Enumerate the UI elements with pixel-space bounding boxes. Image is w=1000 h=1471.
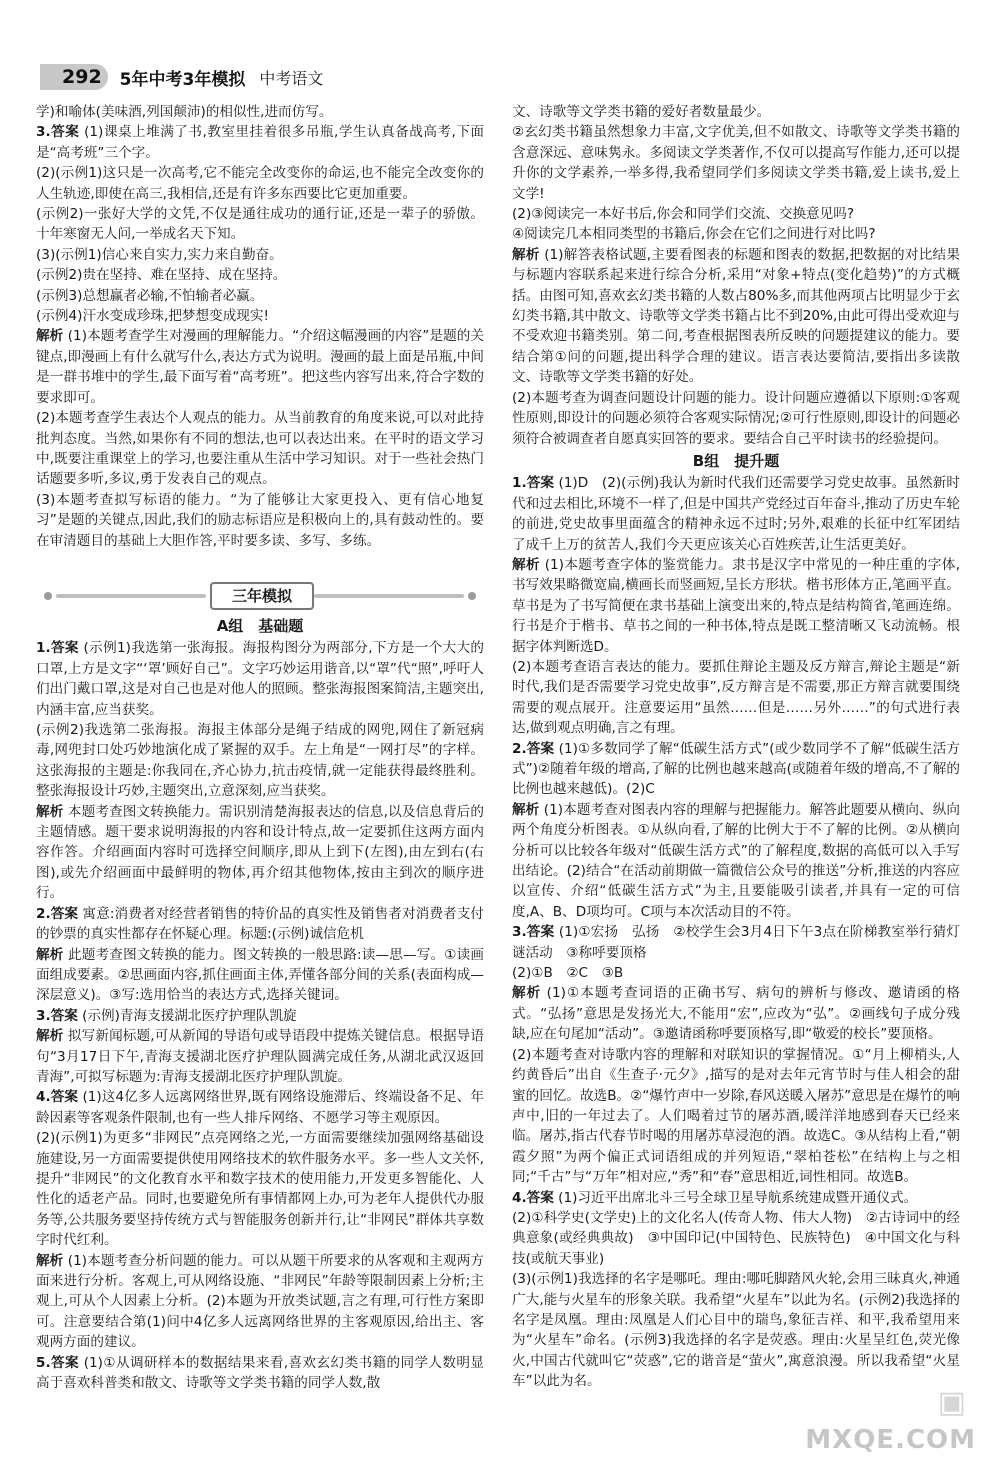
- answer-paragraph: [512, 1045, 960, 1188]
- subject-label: 中考语文: [259, 68, 324, 88]
- page-number: 292: [40, 64, 108, 90]
- answer-label: 解析: [36, 1028, 64, 1045]
- paragraph-text: (3)(示例1)信心来自实力,实力来自勤奋。: [36, 246, 283, 263]
- answer-paragraph: [512, 1269, 960, 1391]
- answer-paragraph: [36, 1006, 484, 1026]
- question-number: 4.: [36, 1089, 51, 1106]
- question-number: 3.: [512, 924, 527, 941]
- question-number: 5.: [36, 1354, 51, 1371]
- question-number: 1.: [36, 640, 51, 657]
- paragraph-text: (示例2)一张好大学的文凭,不仅是通往成功的通行证,还是一辈子的骄傲。十年寒窗无人问,一举成名天下知。: [36, 206, 484, 243]
- paragraph-text: ②玄幻类书籍虽然想象力丰富,文字优美,但不如散文、诗歌等文学类书籍的含意深远、意味隽永。多阅读文学类著作,不仅可以提高写作能力,还可以提升你的文学素养,一举多得,我希望同学们多阅读文学类书籍,爱上读书,爱上文学!: [512, 124, 960, 202]
- answer-paragraph: [36, 1251, 484, 1353]
- paragraph-text: (示例)青海支援湖北医疗护理队凯旋: [82, 1007, 297, 1024]
- page-header: [40, 62, 323, 92]
- paragraph-text: (2)①B ②C ③B: [512, 965, 624, 982]
- question-number: 2.: [512, 740, 527, 757]
- answer-paragraph: [36, 122, 484, 163]
- left-column-top: [36, 102, 484, 551]
- paragraph-text: (示例2)我选第二张海报。海报主体部分是绳子结成的网兜,网住了新冠病毒,网兜封口处巧妙地演化成了紧握的双手。左上角是“一网打尽”的字样。这张海报的主题是:你我同在,齐心协力,抗击疫情,就一定能获得最终胜利。整张海报设计巧妙,主题突出,立意深刻,应当获奖。: [36, 722, 484, 800]
- divider-line-left: [56, 594, 206, 598]
- answer-paragraph: [36, 306, 484, 326]
- paragraph-text: (示例3)总想赢者必输,不怕输者必赢。: [36, 287, 264, 304]
- answer-paragraph: [36, 286, 484, 306]
- section-divider: [36, 582, 484, 608]
- answer-label: 解析: [512, 246, 540, 263]
- answer-label: 答案: [526, 1189, 554, 1206]
- answer-paragraph: [36, 102, 484, 122]
- paragraph-text: (1)①宏扬 弘扬 ②校学生会3月4日下午3点在阶梯教室举行猜灯谜活动 ③称呼要顶格: [512, 924, 961, 961]
- answer-label: 解析: [36, 328, 64, 345]
- paragraph-text: (1)本题考查对图表内容的理解与把握能力。解答此题要从横向、纵向两个角度分析图表。①从纵向看,了解的比例大于不了解的比例。②从横向分析可以比较各年级对“低碳生活方式”的了解程度,数据的高低可以入手写出结论。(2)结合“在活动前期做一篇微信公众号的推送”分析,推送的内容应以宣传、介绍“低碳生活方式”为主,且要能吸引读者,并具有一定的可信度,A、B、D项均可。C项与本次活动目的不符。: [512, 801, 960, 920]
- answer-paragraph: [512, 1208, 960, 1269]
- answer-label: 解析: [36, 946, 64, 963]
- divider-dot-icon: [468, 592, 476, 600]
- paragraph-text: (2)本题考查语言表达的能力。要抓住辩论主题及反方辩言,辩论主题是“新时代,我们是否需要学习党史故事”,反方辩言是不需要,那正方辩言就要围绕需要的观点展开。注意要运用“虽然……但是……另外……”的句式进行表达,做到观点明确,言之有理。: [512, 658, 960, 737]
- paragraph-text: (示例4)汗水变成珍珠,把梦想变成现实!: [36, 308, 269, 325]
- answer-paragraph: [36, 490, 484, 551]
- answer-paragraph: [512, 963, 960, 983]
- paragraph-text: (1)①本题考查词语的正确书写、病句的辨析与修改、邀请函的格式。“弘扬”意思是发扬光大,不能用“宏”,应改为“弘”。②画线句子成分残缺,应在句尾加“活动”。③邀请函称呼要顶格写,即“敬爱的校长”要顶格。: [512, 985, 960, 1043]
- paragraph-text: (2)本题考查为调查问题设计问题的能力。设计问题应遵循以下原则:①客观性原则,即设计的问题必须符合客观实际情况;②可行性原则,即设计的问题必须符合被调查者自愿真实回答的要求。要结合自己平时读书的经验提问。: [512, 389, 960, 447]
- answer-paragraph: [36, 1353, 484, 1394]
- paragraph-text: (1)本题考查学生对漫画的理解能力。“介绍这幅漫画的内容”是题的关键点,即漫画上有什么就写什么,表达方式为说明。漫画的最上面是吊瓶,中间是一群书堆中的学生,最下面写着“高考班”。把这些内容写出来,符合字数的要求即可。: [36, 328, 485, 406]
- answer-paragraph: [36, 720, 484, 802]
- paragraph-text: (示例2)贵在坚持、难在坚持、成在坚持。: [36, 267, 287, 284]
- answer-paragraph: [36, 204, 484, 245]
- book-title: 5年中考3年模拟: [119, 69, 246, 90]
- paragraph-text: (1)①多数同学了解“低碳生活方式”(或少数同学不了解“低碳生活方式”)②随着年级的增高,了解的比例也越来越高(或随着年级的增高,不了解的比例也越来越低)。(2)C: [512, 740, 961, 798]
- answer-label: 答案: [526, 475, 555, 492]
- paragraph-text: 此题考查图文转换的能力。图文转换的一般思路:读—思—写。①读画面组成要素。②思画面内容,抓住画面主体,弄懂各部分间的关系(表面构成—深层意义)。③写:选用恰当的表达方式,选择关键词。: [36, 946, 485, 1004]
- paragraph-text: (1)D (2)(示例)我认为新时代我们还需要学习党史故事。虽然新时代和过去相比,环境不一样了,但是中国共产党经过百年奋斗,推动了历史车轮的前进,党史故事里面蕴含的精神永远不过时;另外,艰难的长征中红军团结了成千上万的贫苦人,我们今天更应该关心百姓疾苦,让生活更美好。: [512, 475, 960, 553]
- answer-paragraph: [36, 265, 484, 285]
- answer-paragraph: [512, 922, 960, 963]
- answer-paragraph: [512, 224, 960, 244]
- answer-label: 答案: [50, 1354, 79, 1371]
- question-number: 3.: [36, 1007, 51, 1024]
- paragraph-text: (1)这4亿多人远离网络世界,既有网络设施滞后、终端设备不足、年龄因素等客观条件限制,也有一些人排斥网络、不愿学习等主观原因。: [36, 1089, 485, 1126]
- paragraph-text: (1)解答表格试题,主要看图表的标题和图表的数据,把数据的对比结果与标题内容联系起来进行综合分析,采用“对象+特点(变化趋势)”的方式概括。由图可知,喜欢玄幻类书籍的人数占80%多,而其他两项占比明显少于玄幻类书籍,其中散文、诗歌等文学类书籍占比不到20%,由此可得出受欢迎与不受欢迎书籍类别。第二问,考查根据图表所反映的问题提建议的能力。要结合第①问的问题,提出科学合理的建议。语言表达要简洁,要指出多读散文、诗歌等文学类书籍的好处。: [512, 246, 960, 386]
- paragraph-text: (1)习近平出席北斗三号全球卫星导航系统建成暨开通仪式。: [558, 1189, 918, 1206]
- question-number: 3.: [36, 124, 51, 141]
- watermark: [776, 1385, 976, 1455]
- answer-label: 答案: [50, 1007, 78, 1024]
- answer-label: 答案: [526, 924, 555, 941]
- paragraph-text: 本题考查图文转换能力。需识别清楚海报表达的信息,以及信息背后的主题情感。题干要求说明海报的内容和设计特点,故一定要抓住这两方面内容作答。介绍画面内容时可选择空间顺序,即从上到下(左图),由左到右(右图),或先介绍画面中最鲜明的物体,再介绍其他物体,按由主到次的顺序进行。: [36, 803, 484, 902]
- question-number: 4.: [512, 1189, 527, 1206]
- answer-paragraph: [512, 800, 960, 922]
- answer-label: 答案: [50, 124, 80, 141]
- answer-paragraph: [36, 245, 484, 265]
- paragraph-text: 文、诗歌等文学类书籍的爱好者数量最少。: [512, 104, 771, 120]
- answer-label: 解析: [512, 985, 542, 1002]
- paragraph-text: (1)课桌上堆满了书,教室里挂着很多吊瓶,学生认真备战高考,下面是“高考班”三个字。: [36, 124, 485, 161]
- answer-paragraph: [512, 983, 960, 1044]
- right-column: [512, 102, 960, 1392]
- answer-paragraph: [512, 1188, 960, 1208]
- answer-paragraph: [36, 163, 484, 204]
- answer-paragraph: [36, 904, 484, 945]
- answer-label: 解析: [512, 556, 540, 573]
- paragraph-text: 学)和喻体(美味酒,列国颠沛)的相似性,进而仿写。: [36, 104, 333, 120]
- divider-line-right: [314, 594, 464, 598]
- question-number: 1.: [512, 475, 527, 492]
- answer-paragraph: [36, 1087, 484, 1128]
- answer-paragraph: [36, 638, 484, 720]
- answer-label: 答案: [50, 640, 79, 657]
- answer-paragraph: [36, 326, 484, 408]
- paragraph-text: (2)本题考查对诗歌内容的理解和对联知识的掌握情况。①“月上柳梢头,人约黄昏后”出自《生查子·元夕》,描写的是对去年元宵节时与佳人相会的甜蜜的回忆。故选B。②“爆竹声中一岁除,春风送暖入屠苏”意思是在爆竹的响声中,旧的一年过去了。人们喝着过节的屠苏酒,暖洋洋地感到春天已经来临。屠苏,指古代春节时喝的用屠苏草浸泡的酒。故选C。③从结构上看,“朝霞夕照”为两个偏正式词语组成的并列短语,“翠柏苍松”在结构上与之相同;“千古”与“万年”相对应,“秀”和“春”意思相近,词性相同。故选B。: [512, 1046, 960, 1186]
- paragraph-text: (示例1)我选第一张海报。海报构图分为两部分,下方是一个大大的口罩,上方是文字“‘罩’顾好自己”。文字巧妙运用谐音,以“罩”代“照”,呼吁人们出门戴口罩,这是对自己也是对他人的照顾。整张海报图案简洁,主题突出,内涵丰富,应当获奖。: [36, 640, 485, 718]
- answer-paragraph: [512, 657, 960, 739]
- answer-label: 答案: [50, 905, 79, 922]
- left-column-bottom: [36, 614, 484, 1393]
- group-a-heading: A组 基础题: [216, 617, 304, 635]
- paragraph-text: (3)本题考查拟写标语的能力。“为了能够让大家更投入、更有信心地复习”是题的关键点,因此,我们的励志标语应是积极向上的,具有鼓动性的。要在审清题目的基础上大胆作答,平时要多读、多写、多练。: [36, 491, 484, 549]
- answer-paragraph: [36, 945, 484, 1006]
- paragraph-text: (1)①从调研样本的数据结果来看,喜欢玄幻类书籍的同学人数明显高于喜欢科普类和散文、诗歌等文学类书籍的同学人数,散: [36, 1354, 484, 1392]
- answer-label: 答案: [526, 740, 555, 757]
- answer-paragraph: [512, 204, 960, 224]
- paragraph-text: (2)③阅读完一本好书后,你会和同学们交流、交换意见吗?: [512, 206, 855, 223]
- answer-paragraph: [36, 1128, 484, 1250]
- watermark-logo-icon: ▣: [937, 1385, 966, 1420]
- paragraph-text: ④阅读完几本相同类型的书籍后,你会在它们之间进行对比吗?: [512, 226, 876, 243]
- answer-label: 解析: [36, 1252, 64, 1269]
- answer-paragraph: [512, 102, 960, 122]
- paragraph-text: (1)本题考查分析问题的能力。可以从题干所要求的从客观和主观两方面来进行分析。客观上,可从网络设施、“非网民”年龄等限制因素上分析;主观上,可从个人因素上分析。(2)本题为开放类试题,言之有理,可行性方案即可。注意要结合第(1)问中4亿多人远离网络世界的主客观原因,给出主、客观两方面的建议。: [36, 1252, 484, 1351]
- answer-label: 解析: [512, 801, 540, 818]
- answer-label: 答案: [50, 1089, 79, 1106]
- watermark-text: MXQE.COM: [805, 1425, 976, 1455]
- paragraph-text: 寓意:消费者对经营者销售的特价品的真实性及销售者对消费者支付的钞票的真实性都存在怀疑心理。标题:(示例)诚信危机: [36, 905, 485, 943]
- section-title: 三年模拟: [210, 582, 314, 610]
- question-number: 2.: [36, 905, 51, 922]
- divider-dot-icon: [44, 592, 52, 600]
- answer-paragraph: [36, 1026, 484, 1087]
- paragraph-text: (2)(示例1)为更多“非网民”点亮网络之光,一方面需要继续加强网络基础设施建设,另一方面需要提供使用网络技术的软件服务水平。多一些人文关怀,提升“非网民”的文化教育水平和数字技术的使用能力,开发更多智能化、人性化的适老产品。同时,也要避免所有事情都网上办,可为老年人提供代办服务等,公共服务要坚持传统方式与智能服务创新并行,让“非网民”群体共享数字时代红利。: [36, 1130, 484, 1249]
- answer-paragraph: [512, 122, 960, 204]
- paragraph-text: (2)本题考查学生表达个人观点的能力。从当前教育的角度来说,可以对此持批判态度。当然,如果你有不同的想法,也可以表达出来。在平时的语文学习中,既要注重课堂上的学习,也要注重从生活中学习知识。对于一些社会热门话题要多听,多议,勇于发表自己的观点。: [36, 410, 484, 488]
- answer-label: 解析: [36, 803, 64, 820]
- answer-paragraph: [36, 408, 484, 490]
- paragraph-text: (3)(示例1)我选择的名字是哪吒。理由:哪吒脚踏风火轮,会用三昧真火,神通广大,能与火星车的形象关联。我希望“火星车”以此为名。(示例2)我选择的名字是凤凰。理由:凤凰是人们心目中的瑞鸟,象征吉祥、和平,我希望用来为“火星车”命名。(示例3)我选择的名字是荧惑。理由:火星呈红色,荧光像火,中国古代就叫它“荧惑”,它的谐音是“萤火”,寓意浪漫。所以我希望“火星车”以此为名。: [512, 1271, 960, 1390]
- group-b-heading: B组 提升题: [692, 451, 780, 470]
- answer-paragraph: [36, 802, 484, 904]
- paragraph-text: (2)(示例1)这只是一次高考,它不能完全改变你的命运,也不能完全改变你的人生轨迹,即使在高三,我相信,还是有许多东西要比它更加重要。: [36, 165, 484, 202]
- paragraph-text: (1)本题考查字体的鉴赏能力。隶书是汉字中常见的一种庄重的字体,书写效果略微宽扁,横画长而竖画短,呈长方形状。楷书形体方正,笔画平直。草书是为了书写简便在隶书基础上演变出来的,特点是结构简省,笔画连绵。行书是介于楷书、草书之间的一种书体,特点是既工整清晰又飞动流畅。根据字体判断选D。: [512, 556, 961, 655]
- answer-paragraph: [512, 473, 960, 555]
- answer-paragraph: [512, 388, 960, 449]
- paragraph-text: 拟写新闻标题,可从新闻的导语句或导语段中提炼关键信息。根据导语句“3月17日下午,青海支援湖北医疗护理队圆满完成任务,从湖北武汉返回青海”,可拟写标题为:青海支援湖北医疗护理队凯旋。: [36, 1028, 484, 1085]
- answer-paragraph: [512, 555, 960, 657]
- answer-paragraph: [512, 245, 960, 388]
- answer-paragraph: [512, 739, 960, 800]
- paragraph-text: (2)①科学史(文学史)上的文化名人(传奇人物、伟大人物) ②古诗词中的经典意象(或经典典故) ③中国印记(中国特色、民族特色) ④中国文化与科技(或航天事业): [512, 1209, 960, 1267]
